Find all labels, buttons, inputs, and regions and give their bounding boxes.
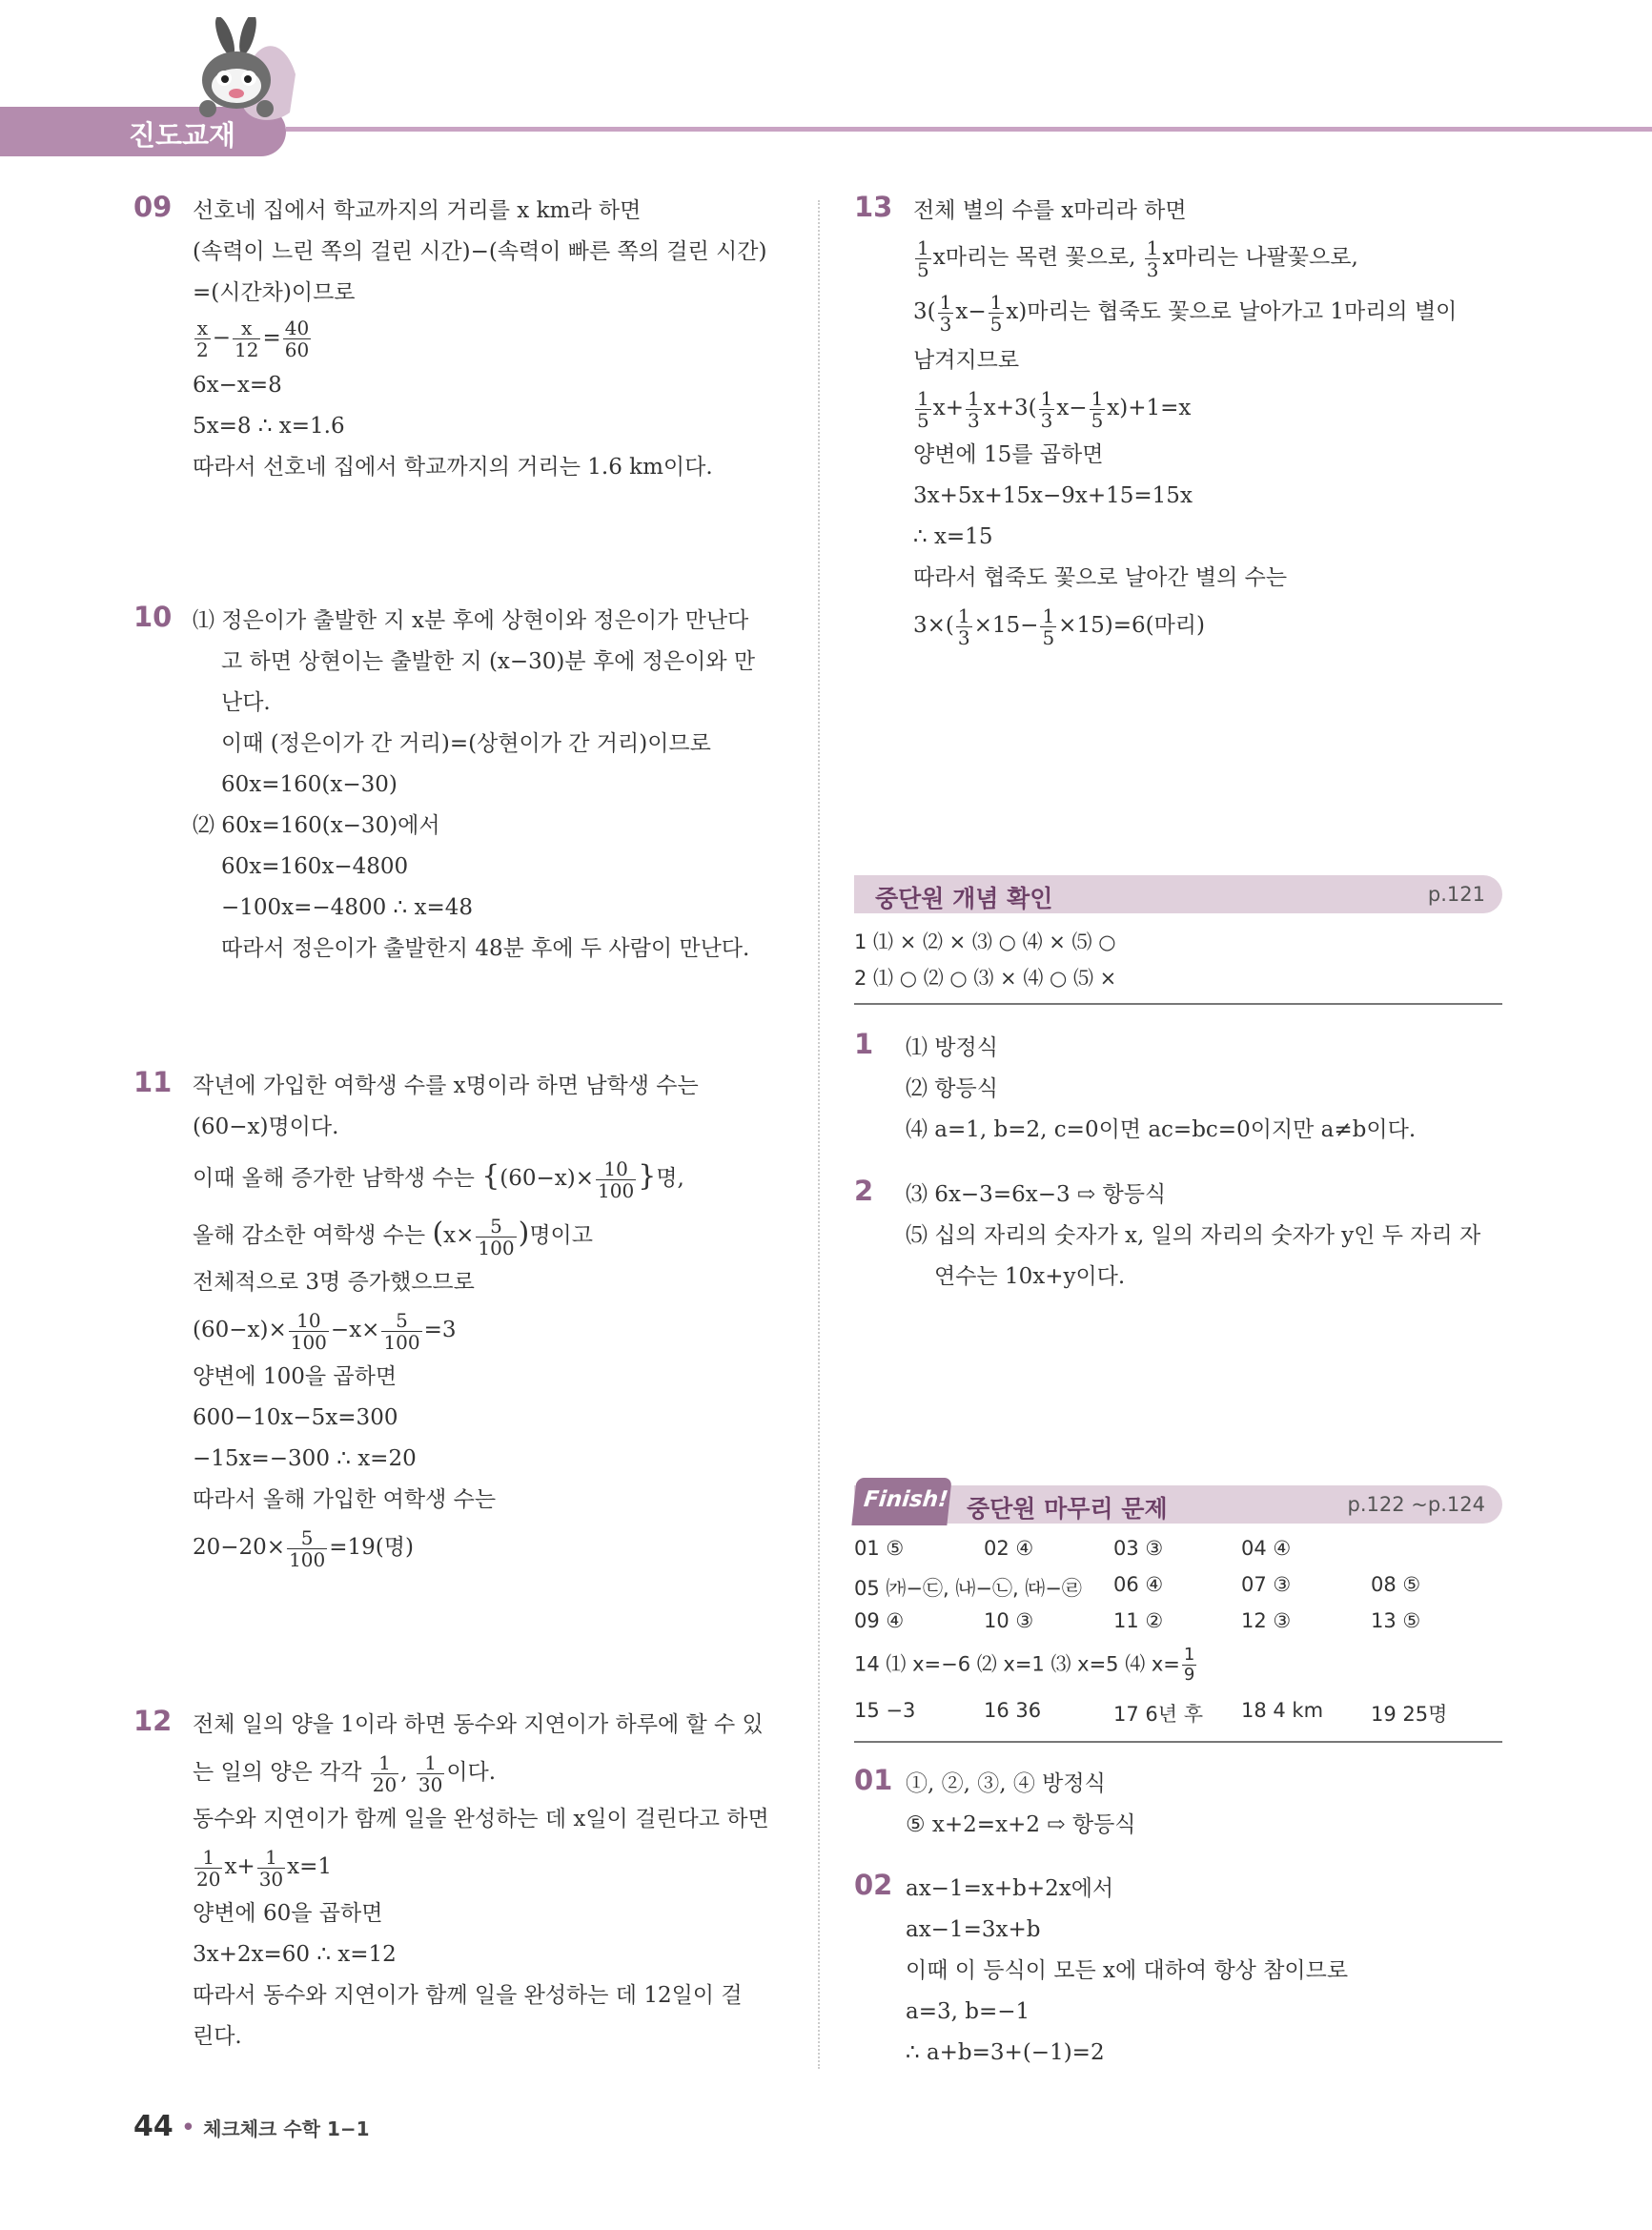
solution-line: 전체 일의 양을 1이라 하면 동수와 지연이가 하루에 할 수 있 xyxy=(193,1712,764,1737)
answer-cell: 03 ③ xyxy=(1113,1537,1164,1560)
solution-body xyxy=(906,1028,1497,1151)
answer-cell: 04 ④ xyxy=(1241,1537,1292,1560)
solution-number: 1 xyxy=(854,1028,874,1060)
column-divider xyxy=(818,200,820,2069)
solution-line: 60x=160x−4800 xyxy=(221,854,409,879)
answer-cell: 15 −3 xyxy=(854,1699,916,1722)
problem-body xyxy=(913,191,1504,652)
solution-line: ⑵ 60x=160(x−30)에서 xyxy=(193,813,440,838)
solution-line: ax−1=3x+b xyxy=(906,1917,1041,1942)
solution-line: 이때 (정은이가 간 거리)=(상현이가 간 거리)이므로 xyxy=(221,731,711,756)
solution-line: 남겨지므로 xyxy=(913,348,1020,373)
solution-line: 린다. xyxy=(193,2024,242,2049)
solution-line: ⑵ 항등식 xyxy=(906,1076,998,1101)
answer-cell: 06 ④ xyxy=(1113,1573,1164,1596)
problem-number: 12 xyxy=(133,1705,173,1737)
solution-line: ax−1=x+b+2x에서 xyxy=(906,1876,1114,1901)
answer-cell: 07 ③ xyxy=(1241,1573,1292,1596)
banner-title: 중단원 개념 확인 xyxy=(875,885,1053,912)
header-rule xyxy=(286,127,1652,132)
solution-line: ∴ a+b=3+(−1)=2 xyxy=(906,2040,1105,2065)
solution-line: 이때 올해 증가한 남학생 수는 {(60−x)× $\frac{10}{100}$ }명, xyxy=(193,1156,684,1202)
solution-line: 따라서 올해 가입한 여학생 수는 xyxy=(193,1487,497,1512)
concept-answer-row: 1 ⑴ × ⑵ × ⑶ ○ ⑷ × ⑸ ○ xyxy=(854,931,1116,953)
solution-line: 3x+2x=60 ∴ x=12 xyxy=(193,1942,397,1967)
solution-line: 이때 이 등식이 모든 x에 대하여 항상 참이므로 xyxy=(906,1958,1349,1983)
answer-cell: 13 ⑤ xyxy=(1371,1609,1421,1632)
answer-cell: 02 ④ xyxy=(984,1537,1034,1560)
answer-cell: 11 ② xyxy=(1113,1609,1164,1632)
solution-line: 양변에 100을 곱하면 xyxy=(193,1364,398,1389)
solution-line: $\frac{1}{5}$ x+ $\frac{1}{3}$ x+3( $\frac{1}{3}$ x− $\frac{1}{5}$ x)+1=x xyxy=(917,386,1192,432)
answer-cell: 17 6년 후 xyxy=(1113,1703,1204,1726)
answer-cell: 05 ㈎−㉢, ㈏−㉡, ㈐−㉣ xyxy=(854,1577,1082,1600)
solution-line: 작년에 가입한 여학생 수를 x명이라 하면 남학생 수는 xyxy=(193,1074,699,1098)
solution-line: 5x=8 ∴ x=1.6 xyxy=(193,414,345,439)
solution-number: 01 xyxy=(854,1764,893,1796)
solution-line: 따라서 협죽도 꽃으로 날아간 별의 수는 xyxy=(913,565,1288,590)
rabbit-mascot-icon xyxy=(189,17,299,132)
solution-line: 따라서 동수와 지연이가 함께 일을 완성하는 데 12일이 걸 xyxy=(193,1983,743,2008)
solution-line: (60−x)× $\frac{10}{100}$ −x× $\frac{5}{100}$ =3 xyxy=(193,1308,457,1354)
solution-line: ∴ x=15 xyxy=(913,524,993,549)
solution-line: ⑶ 6x−3=6x−3 ⇨ 항등식 xyxy=(906,1182,1167,1207)
solution-line: ⑴ 방정식 xyxy=(906,1035,998,1060)
solution-line: ⑷ a=1, b=2, c=0이면 ac=bc=0이지만 a≠b이다. xyxy=(906,1117,1417,1142)
solution-line: 따라서 정은이가 출발한지 48분 후에 두 사람이 만난다. xyxy=(221,936,750,961)
solution-line: $\frac{1}{5}$ x마리는 목련 꽃으로, $\frac{1}{3}$ x마리는 나팔꽃으로, xyxy=(917,235,1358,281)
section-rule xyxy=(854,1003,1502,1005)
solution-line: 따라서 선호네 집에서 학교까지의 거리는 1.6 km이다. xyxy=(193,455,713,480)
solution-line: ⑴ 정은이가 출발한 지 x분 후에 상현이와 정은이가 만난다 xyxy=(193,608,749,633)
solution-body xyxy=(906,1175,1497,1298)
problem-body xyxy=(193,601,784,970)
solution-line: 는 일의 양은 각각 $\frac{1}{20}$ , $\frac{1}{30}$ 이다. xyxy=(193,1750,497,1796)
solution-line: 20−20× $\frac{5}{100}$ =19(명) xyxy=(193,1525,414,1571)
problem-number: 13 xyxy=(854,191,893,223)
section-rule xyxy=(854,1741,1502,1743)
page-footer xyxy=(133,2110,370,2143)
solution-line: (60−x)명이다. xyxy=(193,1115,339,1139)
solution-line: 전체적으로 3명 증가했으므로 xyxy=(193,1270,475,1295)
solution-line: 6x−x=8 xyxy=(193,373,282,398)
solution-body xyxy=(906,1869,1497,2074)
solution-line: ⑤ x+2=x+2 ⇨ 항등식 xyxy=(906,1812,1136,1837)
banner-page-ref: p.121 xyxy=(1427,883,1485,906)
solution-line: ⑸ 십의 자리의 숫자가 x, 일의 자리의 숫자가 y인 두 자리 자 xyxy=(906,1223,1481,1248)
answer-row-14: 14 ⑴ x=−6 ⑵ x=1 ⑶ x=5 ⑷ x= $\frac{1}{9}$ xyxy=(854,1645,1195,1685)
concept-answer-row: 2 ⑴ ○ ⑵ ○ ⑶ × ⑷ ○ ⑸ × xyxy=(854,967,1117,990)
solution-line: 60x=160(x−30) xyxy=(221,772,398,797)
solution-line: 양변에 15를 곱하면 xyxy=(913,442,1104,467)
finish-banner xyxy=(854,1485,1502,1524)
solution-line: 3( $\frac{1}{3}$ x− $\frac{1}{5}$ x)마리는 협죽도 꽃으로 날아가고 1마리의 별이 xyxy=(913,290,1458,336)
solution-line: =(시간차)이므로 xyxy=(193,280,356,305)
solution-line: 난다. xyxy=(221,690,271,715)
solution-line: 전체 별의 수를 x마리라 하면 xyxy=(913,198,1187,223)
answer-cell: 18 4 km xyxy=(1241,1699,1324,1722)
problem-number: 11 xyxy=(133,1066,173,1098)
solution-line: 동수와 지연이가 함께 일을 완성하는 데 x일이 걸린다고 하면 xyxy=(193,1807,769,1831)
answer-cell: 16 36 xyxy=(984,1699,1042,1722)
answer-cell: 01 ⑤ xyxy=(854,1537,905,1560)
solution-line: (속력이 느린 쪽의 걸린 시간)−(속력이 빠른 쪽의 걸린 시간) xyxy=(193,239,767,264)
solution-line: 3x+5x+15x−9x+15=15x xyxy=(913,483,1193,508)
book-title: 체크체크 수학 1−1 xyxy=(203,2117,370,2140)
problem-body xyxy=(193,1705,784,2057)
solution-line: −15x=−300 ∴ x=20 xyxy=(193,1446,417,1471)
concept-check-banner xyxy=(854,875,1502,913)
problem-body xyxy=(193,1066,784,1574)
solution-line: 3×( $\frac{1}{3}$ ×15− $\frac{1}{5}$ ×15)=6(마리) xyxy=(913,604,1205,649)
solution-line: $\frac{1}{20}$ x+ $\frac{1}{30}$ x=1 xyxy=(196,1845,333,1891)
solution-body xyxy=(906,1764,1497,1846)
answer-cell: 19 25명 xyxy=(1371,1703,1448,1726)
finish-badge: Finish! xyxy=(851,1478,951,1525)
banner-page-ref: p.122 ~p.124 xyxy=(1347,1493,1485,1516)
solution-line: 양변에 60을 곱하면 xyxy=(193,1901,383,1926)
bullet-icon: • xyxy=(180,2114,196,2142)
solution-number: 2 xyxy=(854,1175,874,1207)
banner-title: 중단원 마무리 문제 xyxy=(967,1495,1168,1523)
answer-cell: 09 ④ xyxy=(854,1609,905,1632)
problem-number: 09 xyxy=(133,191,173,223)
solution-line: 600−10x−5x=300 xyxy=(193,1405,398,1430)
solution-number: 02 xyxy=(854,1869,893,1901)
solution-line: a=3, b=−1 xyxy=(906,1999,1030,2024)
solution-line: 올해 감소한 여학생 수는 (x× $\frac{5}{100}$ )명이고 xyxy=(193,1214,593,1259)
fraction-equation: $\frac{x}{2}$ − $\frac{x}{12}$ = $\frac{40}{60}$ xyxy=(196,317,310,361)
solution-line: −100x=−4800 ∴ x=48 xyxy=(221,895,473,920)
page-number: 44 xyxy=(133,2110,173,2143)
problem-number: 10 xyxy=(133,601,173,633)
solution-line: ①, ②, ③, ④ 방정식 xyxy=(906,1771,1106,1796)
solution-line: 선호네 집에서 학교까지의 거리를 x km라 하면 xyxy=(193,198,642,223)
solution-line: 고 하면 상현이는 출발한 지 (x−30)분 후에 정은이와 만 xyxy=(221,649,756,674)
answer-cell: 10 ③ xyxy=(984,1609,1034,1632)
problem-body xyxy=(193,191,784,488)
answer-cell: 08 ⑤ xyxy=(1371,1573,1421,1596)
section-tab-label: 진도교재 xyxy=(129,119,236,152)
answer-cell: 12 ③ xyxy=(1241,1609,1292,1632)
solution-line: 연수는 10x+y이다. xyxy=(934,1264,1126,1289)
